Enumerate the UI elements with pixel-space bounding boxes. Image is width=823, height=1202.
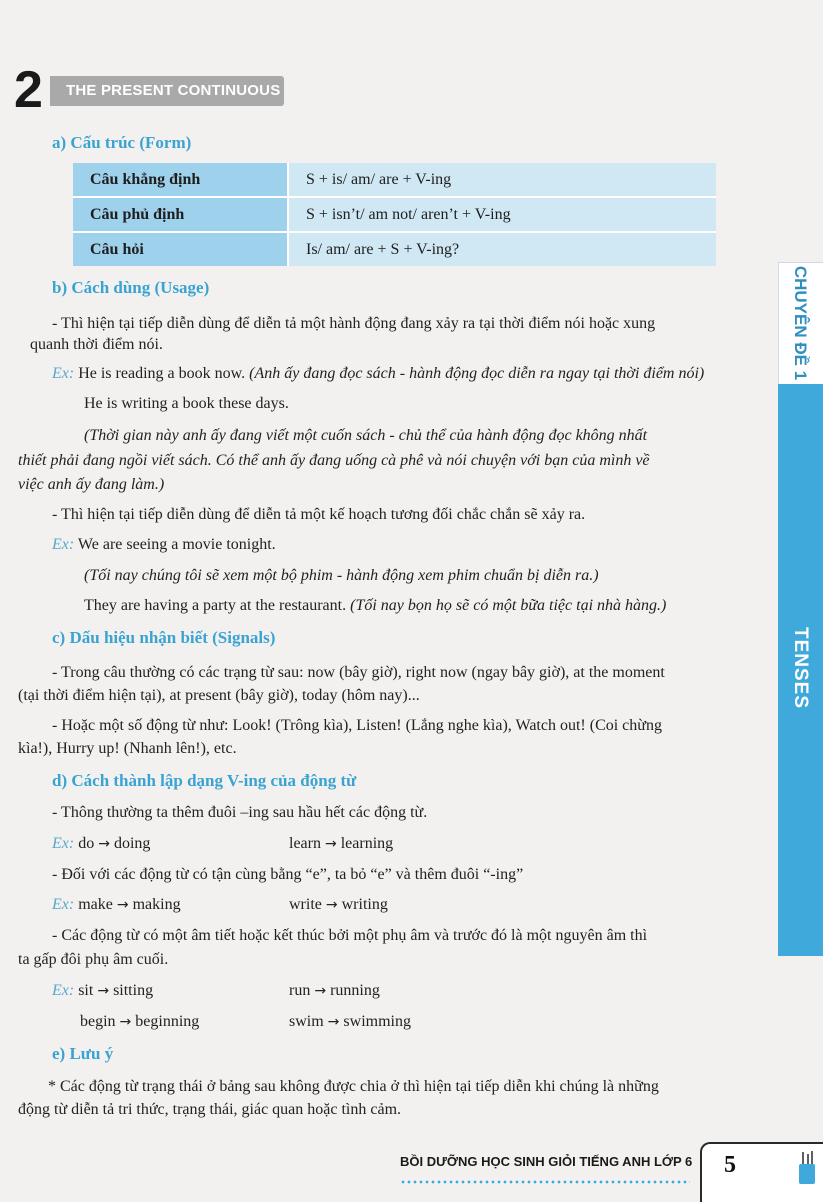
arrow-icon: →	[327, 1014, 340, 1030]
rule-3-line-1: - Các động từ có một âm tiết hoặc kết thúc bởi một phụ âm và trước đó là một nguyên âm thì	[52, 927, 648, 944]
form-formula: S + isn’t/ am not/ aren’t + V-ing	[287, 196, 716, 233]
chapter-label: CHUYÊN ĐỀ 1	[791, 265, 810, 381]
arrow-icon: →	[98, 836, 110, 852]
form-row	[73, 196, 716, 233]
subheading-usage: b) Cách dùng (Usage)	[52, 278, 210, 297]
section-title: THE PRESENT CONTINUOUS	[66, 82, 281, 99]
example-vi: (Tối nay bọn họ sẽ có một bữa tiệc tại nhà hàng.)	[350, 597, 667, 614]
example-label: Ex:	[52, 982, 75, 999]
example-2-vi-line-1: (Thời gian này anh ấy đang viết một cuốn sách - chủ thể của hành động đọc không nhất	[84, 427, 648, 444]
verb-base: write	[289, 896, 322, 913]
topic-label: TENSES	[790, 626, 811, 710]
rule-1-example-b	[289, 834, 393, 854]
verb-base: sit	[78, 982, 94, 999]
verb-ing: sitting	[113, 982, 154, 999]
subheading-ving: d) Cách thành lập dạng V-ing của động từ	[52, 771, 357, 790]
example-2-en: He is writing a book these days.	[84, 395, 289, 412]
form-table	[73, 163, 716, 266]
form-row	[73, 163, 716, 196]
rule-3-example-a	[52, 981, 153, 1001]
verb-base: swim	[289, 1013, 324, 1030]
arrow-icon: →	[97, 983, 110, 999]
usage-1-line-2: quanh thời điểm nói.	[30, 336, 163, 353]
rule-2-example-a	[52, 895, 181, 915]
subheading-signals: c) Dấu hiệu nhận biết (Signals)	[52, 628, 276, 647]
verb-ing: learning	[340, 835, 394, 852]
verb-ing: making	[132, 896, 181, 913]
form-row	[73, 233, 716, 266]
example-2-vi-line-2: thiết phải đang ngồi viết sách. Có thể anh ấy đang uống cà phê và nói chuyện với bạn của mình về	[18, 452, 650, 469]
example-label: Ex:	[52, 365, 75, 382]
example-2-vi-line-3: việc anh ấy đang làm.)	[18, 476, 165, 493]
example-label: Ex:	[52, 896, 75, 913]
example-en: We are seeing a movie tonight.	[77, 536, 276, 553]
arrow-icon: →	[324, 836, 337, 852]
example-label: Ex:	[52, 835, 75, 852]
verb-ing: writing	[341, 896, 388, 913]
example-vi: (Anh ấy đang đọc sách - hành động đọc diễn ra ngay tại thời điểm nói)	[249, 365, 705, 382]
dotted-divider	[400, 1180, 690, 1184]
rule-2-example-b	[289, 895, 388, 915]
form-label: Câu phủ định	[73, 196, 287, 233]
signals-1-line-2: (tại thời điểm hiện tại), at present (bây giờ), today (hôm nay)...	[18, 687, 420, 704]
subheading-note: e) Lưu ý	[52, 1044, 114, 1063]
rule-1: - Thông thường ta thêm đuôi –ing sau hầu hết các động từ.	[52, 804, 428, 821]
arrow-icon: →	[314, 983, 327, 999]
page-number: 5	[724, 1152, 736, 1178]
example-1	[52, 364, 704, 384]
verb-base: do	[78, 835, 95, 852]
pencil-cup-icon	[796, 1150, 818, 1186]
usage-1-line-1: - Thì hiện tại tiếp diễn dùng để diễn tả một hành động đang xảy ra tại thời điểm nói hoặc xung	[52, 315, 656, 332]
example-3-vi: (Tối nay chúng tôi sẽ xem một bộ phim - hành động xem phim chuẩn bị diễn ra.)	[84, 567, 599, 584]
verb-base: learn	[289, 835, 321, 852]
arrow-icon: →	[119, 1014, 132, 1030]
verb-ing: swimming	[343, 1013, 411, 1030]
signals-2-line-2: kìa!), Hurry up! (Nhanh lên!), etc.	[18, 740, 237, 757]
verb-base: make	[78, 896, 113, 913]
rule-3-example-d	[289, 1012, 411, 1032]
rule-2: - Đối với các động từ có tận cùng bằng “e”, ta bỏ “e” và thêm đuôi “-ing”	[52, 866, 524, 883]
example-en: They are having a party at the restaurant.	[84, 597, 347, 614]
section-heading	[14, 61, 284, 119]
verb-ing: doing	[113, 835, 151, 852]
verb-base: begin	[80, 1013, 116, 1030]
arrow-icon: →	[116, 897, 129, 913]
subheading-form: a) Cấu trúc (Form)	[52, 133, 192, 152]
example-4	[84, 596, 666, 616]
form-formula: Is/ am/ are + S + V-ing?	[287, 233, 716, 266]
form-formula: S + is/ am/ are + V-ing	[287, 163, 716, 196]
verb-ing: running	[330, 982, 380, 999]
note-line-1: * Các động từ trạng thái ở bảng sau không được chia ở thì hiện tại tiếp diễn khi chúng là những	[48, 1078, 659, 1095]
book-title: BỒI DƯỠNG HỌC SINH GIỎI TIẾNG ANH LỚP 6	[400, 1154, 693, 1169]
signals-2-line-1: - Hoặc một số động từ như: Look! (Trông kìa), Listen! (Lắng nghe kìa), Watch out! (Coi chừng	[52, 717, 662, 734]
verb-base: run	[289, 982, 311, 999]
arrow-icon: →	[325, 897, 338, 913]
usage-2: - Thì hiện tại tiếp diễn dùng để diễn tả một kế hoạch tương đối chắc chắn sẽ xảy ra.	[52, 506, 586, 523]
rule-3-example-c	[80, 1012, 199, 1032]
verb-ing: beginning	[135, 1013, 200, 1030]
example-en: He is reading a book now.	[78, 365, 246, 382]
form-label: Câu khẳng định	[73, 163, 287, 196]
section-number: 2	[14, 61, 43, 119]
rule-3-line-2: ta gấp đôi phụ âm cuối.	[18, 951, 169, 968]
note-line-2: động từ diễn tả tri thức, trạng thái, giác quan hoặc tình cảm.	[18, 1101, 402, 1118]
rule-1-example-a	[52, 834, 150, 854]
form-label: Câu hỏi	[73, 233, 287, 266]
rule-3-example-b	[289, 981, 380, 1001]
example-3	[52, 535, 276, 555]
signals-1-line-1: - Trong câu thường có các trạng từ sau: now (bây giờ), right now (ngay bây giờ), at the moment	[52, 664, 665, 681]
example-label: Ex:	[52, 536, 75, 553]
